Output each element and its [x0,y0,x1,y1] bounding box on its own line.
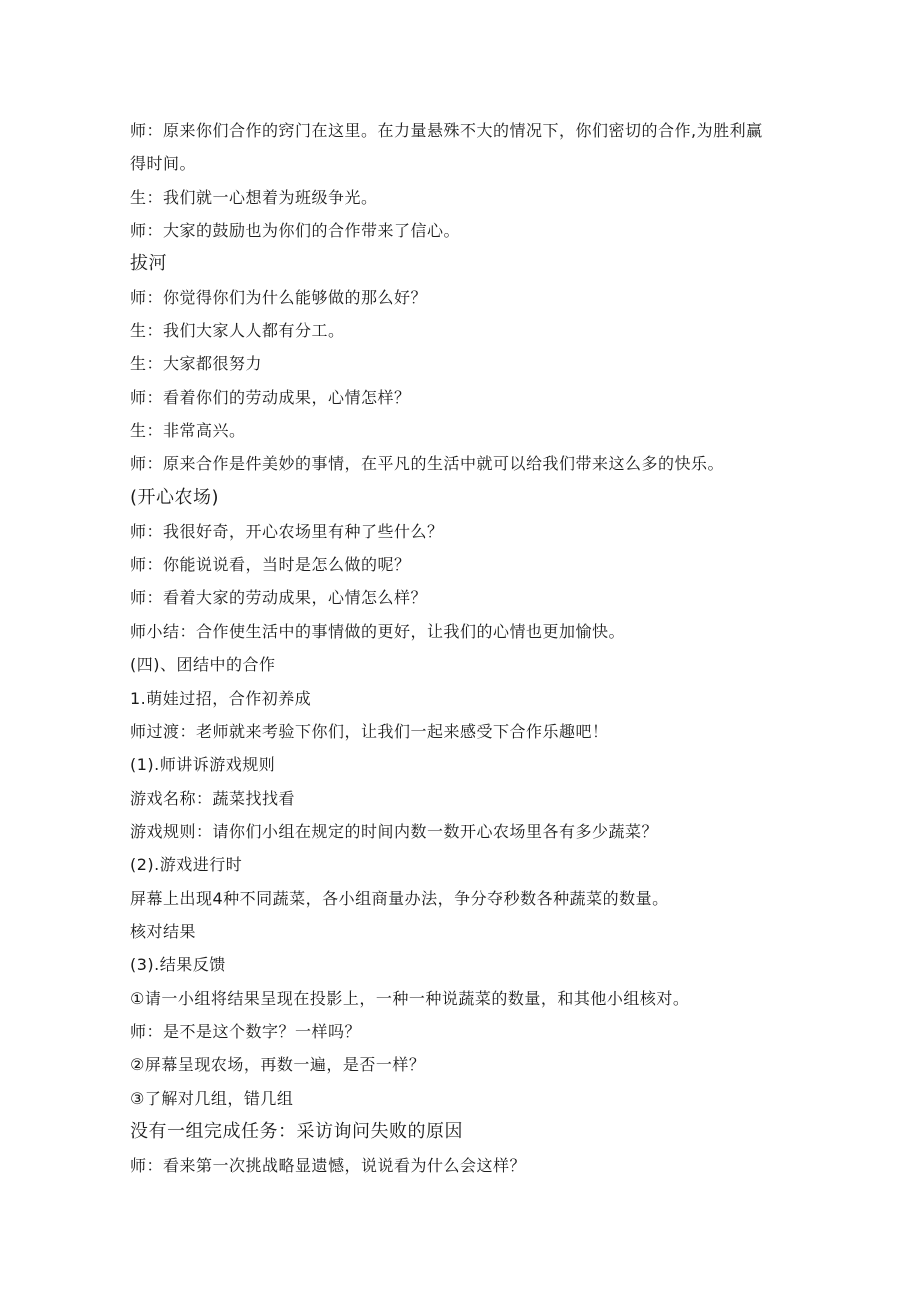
paragraph: 师：是不是这个数字？一样吗？ [130,1022,362,1041]
paragraph: 生：非常高兴。 [130,421,246,440]
paragraph: 师：看着大家的劳动成果，心情怎么样？ [130,588,428,607]
paragraph: 师：看来第一次挑战略显遗憾，说说看为什么会这样？ [130,1156,527,1175]
paragraph: 师：你觉得你们为什么能够做的那么好？ [130,288,428,307]
paragraph: 师过渡：老师就来考验下你们，让我们一起来感受下合作乐趣吧！ [130,722,609,741]
paragraph: ③了解对几组，错几组 [130,1089,294,1108]
paragraph: ②屏幕呈现农场，再数一遍，是否一样？ [130,1055,426,1074]
paragraph: 师：原来合作是件美妙的事情，在平凡的生活中就可以给我们带来这么多的快乐。 [130,454,725,473]
paragraph: 师：原来你们合作的窍门在这里。在力量悬殊不大的情况下，你们密切的合作,为胜利赢 [130,121,763,140]
paragraph: 师：你能说说看，当时是怎么做的呢？ [130,555,411,574]
section-heading: (开心农场) [130,487,220,508]
paragraph: (2).游戏进行时 [130,855,243,874]
paragraph: 师：我很好奇，开心农场里有种了些什么？ [130,522,444,541]
paragraph: 生：我们就一心想着为班级争光。 [130,188,378,207]
paragraph: ①请一小组将结果呈现在投影上，一种一种说蔬菜的数量，和其他小组核对。 [130,989,690,1008]
section-heading: (四)、团结中的合作 [130,655,276,674]
paragraph: 师小结：合作使生活中的事情做的更好，让我们的心情也更加愉快。 [130,622,626,641]
paragraph: 游戏名称：蔬菜找找看 [130,789,296,808]
paragraph: 师：大家的鼓励也为你们的合作带来了信心。 [130,221,461,240]
paragraph: (1).师讲诉游戏规则 [130,755,276,774]
paragraph: 游戏规则：请你们小组在规定的时间内数一数开心农场里各有多少蔬菜？ [130,822,659,841]
paragraph: 核对结果 [130,922,197,941]
paragraph: 得时间。 [130,154,197,173]
paragraph: 生：大家都很努力 [130,354,263,373]
paragraph: 师：看着你们的劳动成果，心情怎样？ [130,388,411,407]
section-heading: 拔河 [130,253,167,274]
paragraph: (3).结果反馈 [130,955,226,974]
paragraph: 屏幕上出现4种不同蔬菜，各小组商量办法，争分夺秒数各种蔬菜的数量。 [130,889,669,908]
paragraph: 生：我们大家人人都有分工。 [130,321,345,340]
paragraph: 没有一组完成任务：采访询问失败的原因 [130,1121,463,1142]
subsection-heading: 1.萌娃过招，合作初养成 [130,689,312,708]
